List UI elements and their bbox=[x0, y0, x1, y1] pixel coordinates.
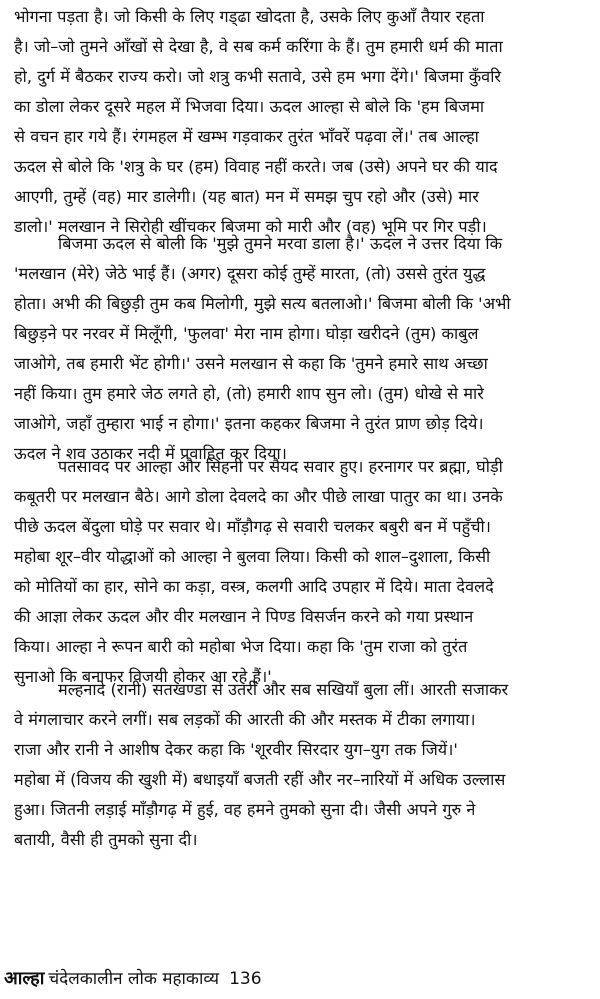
paragraph-line: ऊदल से बोले कि 'शत्रु के घर (हम) विवाह नहीं करते। जब (उसे) अपने घर की याद bbox=[14, 157, 498, 176]
page-number: 136 bbox=[229, 969, 262, 989]
paragraph-line: भोगना पड़ता है। जो किसी के लिए गड्‌ढा खोदता है, उसके लिए कुआँ तैयार रहता bbox=[14, 7, 485, 26]
paragraph-line: हुआ। जितनी लड़ाई माँड़ौगढ़ में हुई, वह हमने तुमको सुना दी। जैसी अपने गुरु ने bbox=[14, 800, 476, 819]
paragraph-line: मल्हनादे (रानी) सतखण्डा से उतरीं और सब सखियाँ बुला लीं। आरती सजाकर bbox=[58, 680, 509, 699]
paragraph-line: बिछुड़ने पर नरवर में मिलूँगी, 'फुलवा' मेरा नाम होगा। घोड़ा खरीदने (तुम) काबुल bbox=[14, 324, 479, 343]
paragraph-line: सुनाओ कि बनाफर विजयी होकर आ रहे हैं।' bbox=[14, 667, 272, 686]
paragraph-line: किया। आल्हा ने रूपन बारी को महोबा भेज दिया। कहा कि 'तुम राजा को तुरंत bbox=[14, 637, 468, 656]
paragraph-line: महोबा शूर–वीर योद्धाओं को आल्हा ने बुलवा लिया। किसी को शाल–दुशाला, किसी bbox=[14, 547, 491, 566]
paragraph-line: 'मलखान (मेरे) जेठे भाई हैं। (अगर) दूसरा कोई तुम्हें मारता, (तो) उससे तुरंत युद्ध bbox=[14, 264, 486, 283]
paragraph-line: डालो।' मलखान ने सिरोही खींचकर बिजमा को मारी और (वह) भूमि पर गिर पड़ी। bbox=[14, 217, 487, 236]
page-footer bbox=[4, 964, 262, 994]
paragraph-line: होता। अभी की बिछुड़ी तुम कब मिलोगी, मुझे सत्य बतलाओ।' बिजमा बोली कि 'अभी bbox=[14, 294, 511, 313]
footer-subtitle: चंदेलकालीन लोक महाकाव्य bbox=[48, 969, 220, 989]
paragraph-line: से वचन हार गये हैं। रंगमहल में खम्भ गड़वाकर तुरंत भाँवरें पढ़वा लें।' तब आल्हा bbox=[14, 127, 479, 146]
paragraph-line: बिजमा ऊदल से बोली कि 'मुझे तुमने मरवा डाला है।' ऊदल ने उत्तर दिया कि bbox=[58, 234, 503, 253]
paragraph-line: को मोतियों का हार, सोने का कड़ा, वस्त्र, कलगी आदि उपहार में दिये। माता देवलदे bbox=[14, 577, 494, 596]
paragraph-line: आएगी, तुम्हें (वह) मार डालेगी। (यह बात) मन में समझ चुप रहो और (उसे) मार bbox=[14, 187, 479, 206]
paragraph-line: पतसावद पर आल्हा और सिंहनी पर सैयद सवार हुए। हरनागर पर ब्रह्मा, घोड़ी bbox=[58, 457, 503, 476]
paragraph-line: नहीं किया। तुम हमारे जेठ लगते हो, (तो) हमारी शाप सुन लो। (तुम) धोखे से मारे bbox=[14, 384, 484, 403]
footer-work-title: आल्हा bbox=[4, 968, 45, 989]
paragraph-line: है। जो–जो तुमने आँखों से देखा है, वे सब कर्म करिंगा के हैं। तुम हमारी धर्म की माता bbox=[14, 37, 503, 56]
paragraph-line: का डोला लेकर दूसरे महल में भिजवा दिया। ऊदल आल्हा से बोले कि 'हम बिजमा bbox=[14, 97, 485, 116]
paragraph-line: ऊदल ने शव उठाकर नदी में प्रवाहित कर दिया। bbox=[14, 444, 287, 463]
paragraph-line: बतायी, वैसी ही तुमको सुना दी। bbox=[14, 830, 198, 849]
paragraph-line: जाओगे, जहाँ तुम्हारा भाई न होगा।' इतना कहकर बिजमा ने तुरंत प्राण छोड़ दिये। bbox=[14, 414, 484, 433]
paragraph-line: महोबा में (विजय की खुशी में) बधाइयाँ बजती रहीं और नर–नारियों में अधिक उल्लास bbox=[14, 770, 506, 789]
paragraph-line: वे मंगलाचार करने लगीं। सब लड़कों की आरती की और मस्तक में टीका लगाया। bbox=[14, 710, 476, 729]
paragraph-line: पीछे ऊदल बेंदुला घोड़े पर सवार थे। माँड़ौगढ़ से सवारी चलकर बबुरी बन में पहुँची। bbox=[14, 517, 491, 536]
paragraph-line: कबूतरी पर मलखान बैठे। आगे डोला देवलदे का और पीछे लाखा पातुर का था। उनके bbox=[14, 487, 503, 506]
paragraph-line: हो, दुर्ग में बैठकर राज्य करो। जो शत्रु कभी सतावे, उसे हम भगा देंगे।' बिजमा कुँवरि bbox=[14, 67, 502, 86]
paragraph-line: जाओगे, तब हमारी भेंट होगी।' उसने मलखान से कहा कि 'तुमने हमारे साथ अच्छा bbox=[14, 354, 488, 373]
paragraph-line: की आज्ञा लेकर ऊदल और वीर मलखान ने पिण्ड विसर्जन करने को गया प्रस्थान bbox=[14, 607, 474, 626]
paragraph-line: राजा और रानी ने आशीष देकर कहा कि 'शूरवीर सिरदार युग–युग तक जियें।' bbox=[14, 740, 458, 759]
